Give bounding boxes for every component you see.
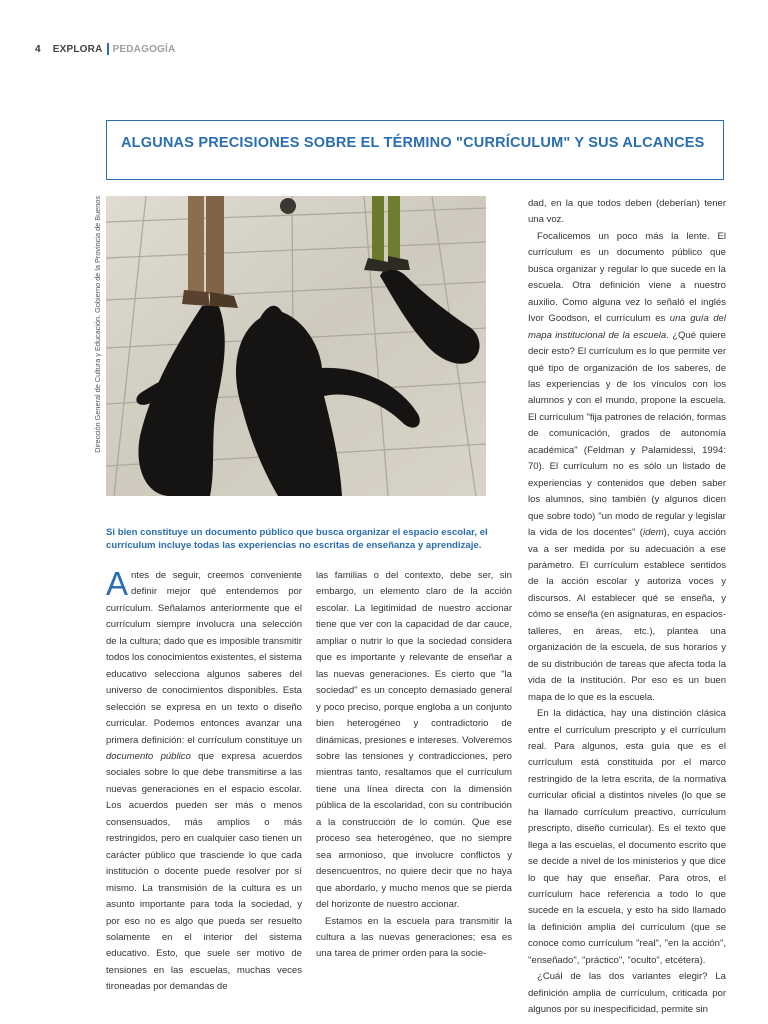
paragraph-text: . ¿Qué quiere decir esto? El currículum es lo que permite ver qué tipo de organización de los saberes, de las experiencias y de los vínculos con los alumnos y con el mundo, propone la escuela. El currículum "fija patrones de relación, formas de comunicación, grados de autonomía académica" (Feldman y Palamidessi, 1994: 70). El currículum no es sólo un listado de experiencias y contenidos que deben saber los alumnos, sino también (y algunos dicen que sobre todo) "un modo de regular y legislar la vida de los docentes" ( (528, 329, 726, 539)
paragraph (106, 565, 302, 996)
header-divider (107, 43, 109, 55)
photo-credit: Dirección General de Cultura y Educación. Gobierno de la Provincia de Buenos (93, 196, 102, 453)
paragraph: las familias o del contexto, debe ser, sin embargo, un elemento claro de la acción escolar. La legitimidad de nuestro accionar tiene que ver con la capacidad de dar cauce, ampliar o nutrir lo que la sociedad considera que es importante y relevante de enseñar a las nuevas generaciones. Es cierto que "la sociedad" es un concepto demasiado general y poco preciso, porque engloba a un conjunto bien heterogéneo y contradictorio de dinámicas, presiones e intereses. Volveremos sobre las tensiones y contradicciones, pero mientras tanto, resaltamos que el currículum tiene una línea directa con la dimensión pública de la escolaridad, con su contribución a la construcción de lo común. Que ese proceso sea heterogéneo, que no siempre sea armonioso, que involucre conflictos y desencuentros, no quiere decir que no haya que abordarlo, y mucho menos que se pierda del horizonte de nuestro accionar. (316, 570, 512, 911)
page-number: 4 (35, 43, 41, 55)
text-column-1 (106, 565, 302, 996)
title-box (106, 120, 724, 180)
paragraph: Estamos en la escuela para transmitir la cultura a las nuevas generaciones; esa es una tarea de primer orden para la socie- (316, 915, 512, 960)
emphasis: documento público (106, 750, 191, 762)
shadows-photo (106, 196, 486, 496)
paragraph-text: ntes de seguir, creemos conveniente definir mejor qué entendemos por currículum. Señalamos anteriormente que el currículum siempre involucra una selección de la cultura; dado que es imposible transmitir todos los conocimientos existentes, el sistema educativo selecciona algunos saberes del universo de conocimientos disponibles. Esta selección se expresa en un texto o diseño curricular. Podemos entonces avanzar una primera definición: el currículum constituye un (106, 570, 302, 746)
photo-caption: Si bien constituye un documento público que busca organizar el espacio escolar, el currículum incluye todas las experiencias no escritas de enseñanza y aprendizaje. (106, 527, 488, 551)
photo-credit-container (93, 196, 105, 496)
text-column-3 (528, 196, 726, 1019)
running-header (35, 43, 175, 55)
paragraph (528, 229, 726, 706)
drop-cap: A (106, 565, 129, 602)
paragraph-text: ), cuya acción va a ser medida por su adecuación a ese parámetro. El currículum establece sentidos de la acción escolar y autoriza voces y discursos. Al establecer qué se enseña, y cómo se enseña (en asignaturas, en espacios-talleres, en áreas, etc.), plantea una organización de la escuela, de sus horarios y de su distribución de tareas que afecta toda la vida de la institución. Por eso es un buen mapa de lo que es la escuela. (528, 527, 726, 703)
emphasis: una guía del mapa institucional de la escuela (528, 313, 726, 341)
subsection-name: PEDAGOGÍA (112, 43, 176, 55)
article-title: ALGUNAS PRECISIONES SOBRE EL TÉRMINO "CURRÍCULUM" Y SUS ALCANCES (121, 135, 705, 151)
shadows-photo-image (106, 196, 486, 496)
text-column-2 (316, 568, 512, 963)
section-name: EXPLORA (52, 43, 103, 55)
paragraph: ¿Cuál de las dos variantes elegir? La definición amplia de currículum, criticada por algunos por su inespecificidad, permite sin (528, 971, 726, 1016)
paragraph: En la didáctica, hay una distinción clásica entre el currículum prescripto y el currículum real. Para algunos, esta guía que es el currículum está constituida por el marco restringido de la letra escrita, de la normativa curricular oficial a distintos niveles (lo que se ha llamado currículum preactivo, currículum prescripto, diseño curricular). Es el texto que llega a las escuelas, el documento escrito que se decide a nivel de los ministerios y que dice lo que hay que enseñar. Para otros, el currículum hace referencia a todo lo que sucede en la escuela, y esto ha sido llamado la definición amplia del currículum (que se conoce como currículum "real", "en la acción", "enseñado", "práctico", "oculto", etcétera). (528, 708, 726, 966)
paragraph-text: Focalicemos un poco más la lente. El currículum es un documento público que busca organizar y regular lo que sucede en la escuela. Otra definición viene a nuestro auxilio. Como alguna vez lo señaló el inglés Ivor Goodson, el currículum es (528, 230, 726, 325)
paragraph: dad, en la que todos deben (deberían) tener una voz. (528, 198, 726, 226)
emphasis: idem (642, 527, 664, 539)
paragraph-text: que expresa acuerdos sociales sobre lo que debe transmitirse a las nuevas generaciones en el espacio escolar. Los acuerdos pueden ser más o menos consensuados, más amplios o más restringidos, pero en cualquier caso tienen un carácter público que trasciende lo que cada institución o docente puede resolver por sí mismo. La transmisión de la cultura es un asunto importante para toda la sociedad, y por eso no es algo que pueda ser resuelto solamente en el interior del sistema educativo. Esto, que suele ser motivo de tensiones en las escuelas, muchas veces tironeadas por demandas de (106, 750, 302, 993)
